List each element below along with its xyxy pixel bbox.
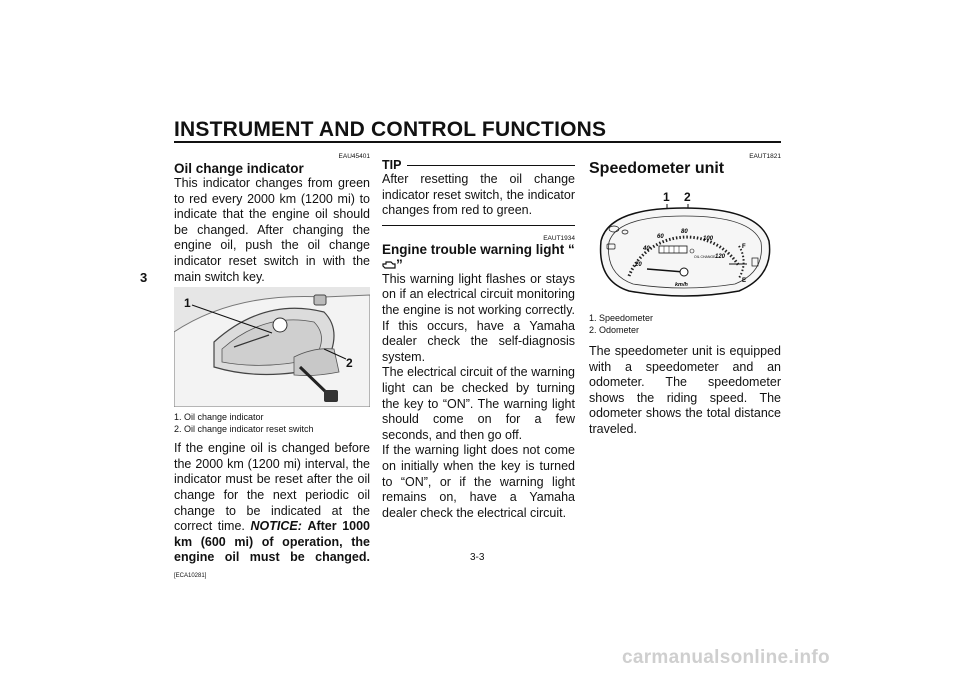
paragraph: If the warning light does not come on initially when the key is turned to “ON”, or if the warning light remains on, have a Yamaha dealer check the electrical circuit. bbox=[382, 443, 575, 520]
tip-end-rule bbox=[382, 225, 575, 226]
column-2 bbox=[382, 158, 575, 521]
tip-text: After resetting the oil change indicator reset switch, the indicator changes from red to green. bbox=[382, 172, 575, 218]
figure-label-2: 2 bbox=[684, 190, 691, 204]
svg-text:40: 40 bbox=[643, 246, 650, 252]
title-rule bbox=[174, 141, 781, 143]
oil-indicator-figure bbox=[174, 287, 370, 407]
caption-item: 1. Speedometer bbox=[589, 313, 654, 323]
figure-caption bbox=[174, 411, 370, 435]
svg-text:120: 120 bbox=[715, 254, 726, 260]
svg-text:80: 80 bbox=[681, 229, 688, 235]
section-code: EAUT1934 bbox=[543, 234, 575, 242]
speedometer-figure bbox=[589, 186, 781, 306]
notice-code: [ECA10281] bbox=[174, 572, 207, 579]
notice-text: After 1000 km (600 mi) of operation, the engine oil must be changed. bbox=[174, 519, 371, 565]
svg-text:km/h: km/h bbox=[675, 282, 688, 288]
svg-text:OIL CHANGE: OIL CHANGE bbox=[694, 255, 716, 259]
section-heading: Oil change indicator bbox=[174, 161, 304, 176]
caption-item: 2. Odometer bbox=[589, 325, 640, 335]
svg-text:F: F bbox=[742, 244, 746, 250]
svg-text:E: E bbox=[742, 278, 747, 284]
section-code: EAUT1821 bbox=[749, 153, 781, 160]
caption-item: 2. Oil change indicator reset switch bbox=[174, 424, 314, 435]
paragraph: If the engine oil is changed before the 2000 km (1200 mi) interval, the indicator must be reset after the oil change for the next periodic oil change to be indicated at the correct time. NOTICE: After 1000 km (600 mi) of operation, the engine oil must be changed. [ECA10281] bbox=[174, 441, 371, 579]
caption-item: 1. Oil change indicator bbox=[174, 412, 264, 423]
watermark: carmanualsonline.info bbox=[622, 647, 830, 668]
paragraph: This warning light flashes or stays on if an electrical circuit monitoring the engine is not working correctly. If this occurs, have a Yamaha dealer check the self-diagnosis system. bbox=[382, 271, 575, 364]
column-3 bbox=[589, 153, 781, 438]
figure-label-1: 1 bbox=[663, 190, 670, 204]
figure-caption bbox=[589, 312, 781, 336]
column-1 bbox=[174, 153, 370, 585]
page-number: 3-3 bbox=[470, 552, 485, 563]
chapter-tab-number: 3 bbox=[140, 270, 148, 285]
paragraph: The speedometer unit is equipped with a speedometer and an odometer. The speedometer shows the riding speed. The odometer shows the total distance traveled. bbox=[589, 344, 781, 436]
tip-heading: TIP bbox=[382, 158, 575, 172]
figure-label-2: 2 bbox=[346, 356, 353, 371]
page-title: INSTRUMENT AND CONTROL FUNCTIONS bbox=[174, 118, 607, 141]
figure-label-1: 1 bbox=[184, 296, 191, 311]
svg-text:20: 20 bbox=[635, 262, 642, 268]
svg-text:100: 100 bbox=[703, 236, 714, 242]
section-heading: Engine trouble warning light “” bbox=[382, 241, 575, 272]
paragraph: This indicator changes from green to red every 2000 km (1200 mi) to indicate that the engine oil should be changed. After changing the engine oil, push the oil change indicator reset switch in with the main switch key. bbox=[174, 176, 370, 284]
section-heading: Speedometer unit bbox=[589, 160, 725, 177]
notice-label: NOTICE: bbox=[250, 519, 302, 534]
engine-trouble-icon bbox=[382, 260, 396, 270]
paragraph: The electrical circuit of the warning light can be checked by turning the key to “ON”. The warning light should come on for a few seconds, and then go off. bbox=[382, 365, 575, 442]
svg-text:60: 60 bbox=[657, 234, 664, 240]
section-code: EAU45401 bbox=[338, 153, 370, 160]
